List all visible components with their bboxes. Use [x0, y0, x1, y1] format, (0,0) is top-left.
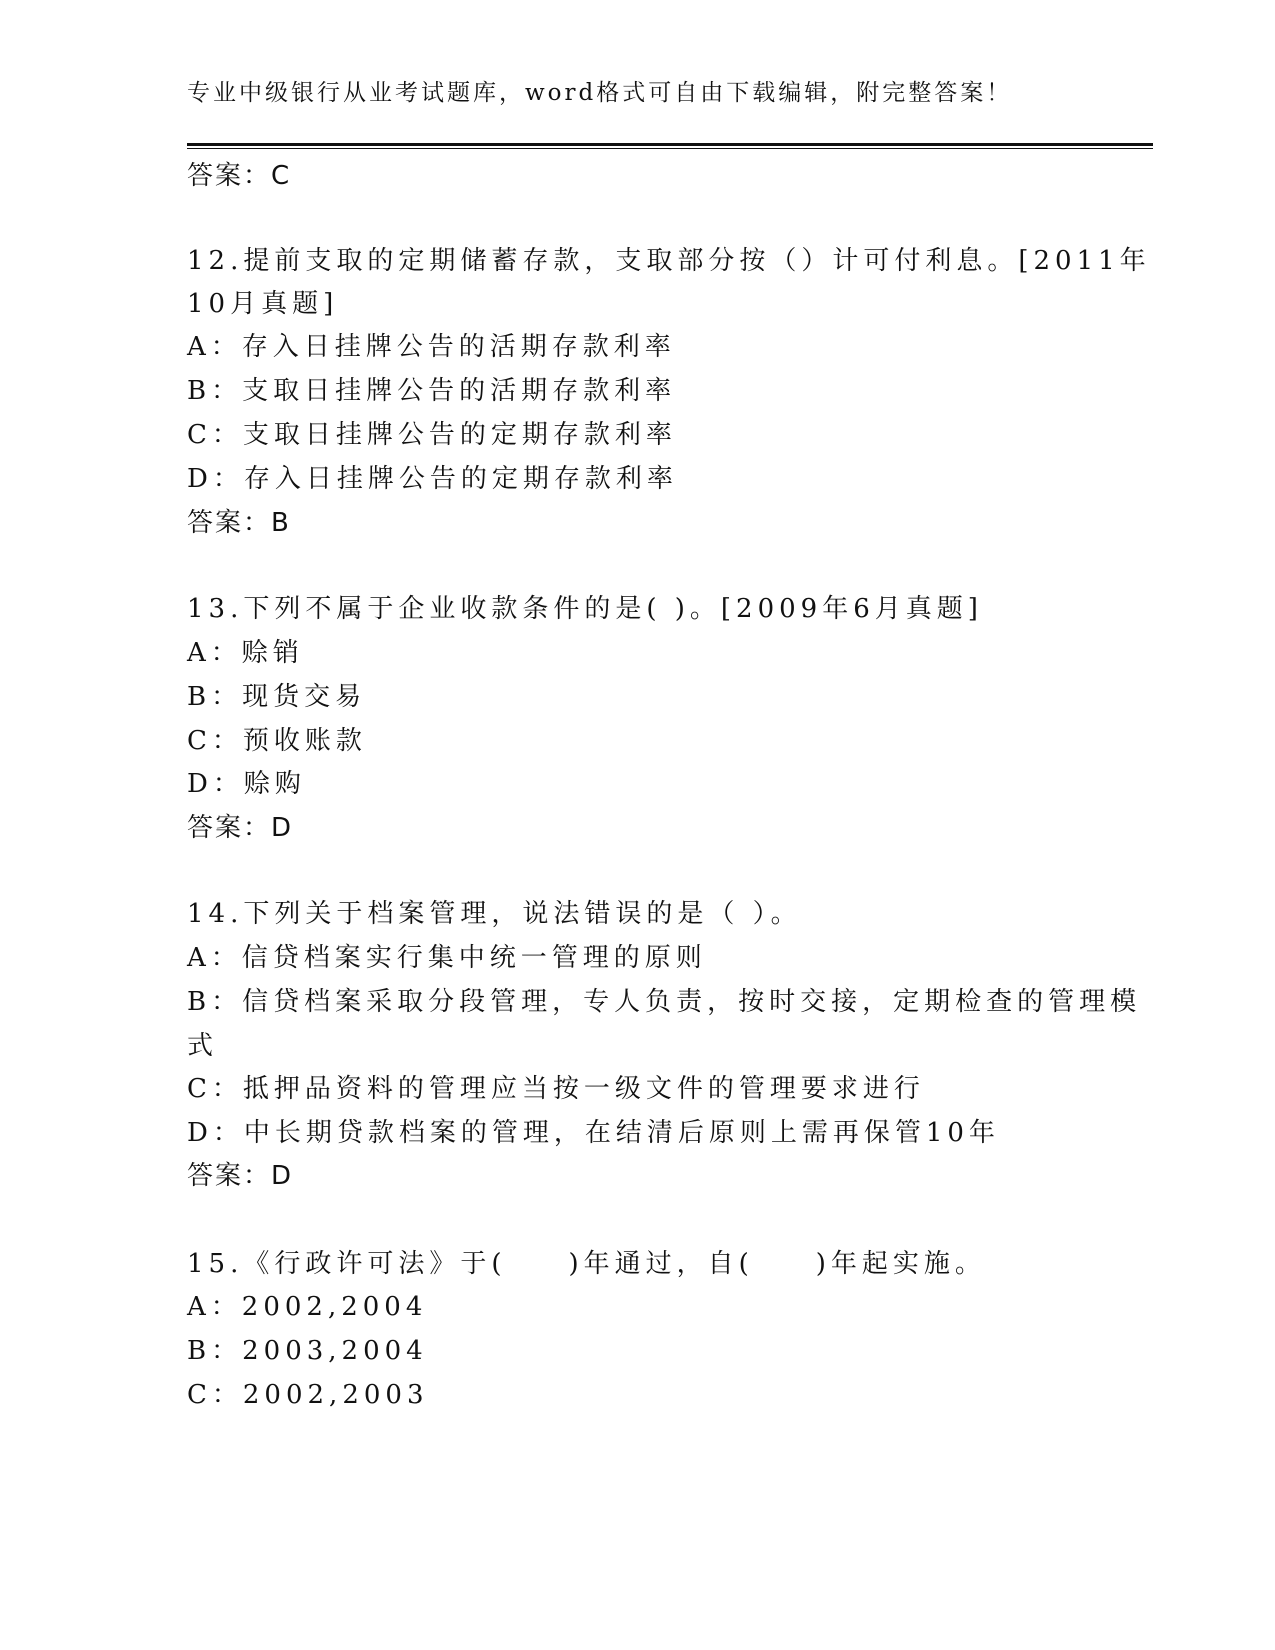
answer-13: 答案：D	[187, 813, 294, 843]
question-14-stem: 14.下列关于档案管理，说法错误的是（ ）。	[187, 899, 802, 929]
question-14-option-c: C：抵押品资料的管理应当按一级文件的管理要求进行	[187, 1074, 925, 1104]
question-15-option-a: A：2002,2004	[187, 1292, 428, 1322]
question-13-option-a: A：赊销	[187, 638, 304, 668]
question-13-option-c: C：预收账款	[187, 726, 367, 756]
question-13-option-b: B：现货交易	[187, 682, 367, 712]
answer-14: 答案：D	[187, 1161, 294, 1191]
question-15-option-b: B：2003,2004	[187, 1336, 428, 1366]
question-12-option-a: A：存入日挂牌公告的活期存款利率	[187, 332, 676, 362]
question-14-option-b: B：信贷档案采取分段管理，专人负责，按时交接，定期检查的管理模	[187, 987, 1142, 1017]
header-rule-thin	[187, 148, 1153, 149]
question-12-option-d: D：存入日挂牌公告的定期存款利率	[187, 464, 678, 494]
question-14-option-b-cont: 式	[187, 1031, 219, 1061]
question-13-stem: 13.下列不属于企业收款条件的是( )。[2009年6月真题]	[187, 594, 983, 624]
question-14-option-a: A：信贷档案实行集中统一管理的原则	[187, 943, 707, 973]
question-12-option-c: C：支取日挂牌公告的定期存款利率	[187, 420, 677, 450]
question-12-stem: 12.提前支取的定期储蓄存款，支取部分按（）计可付利息。[2011年	[187, 246, 1151, 276]
header-rule-thick	[187, 143, 1153, 146]
answer-11: 答案：C	[187, 161, 292, 191]
question-13-option-d: D：赊购	[187, 769, 306, 799]
question-15-option-c: C：2002,2003	[187, 1380, 429, 1410]
question-12-stem-cont: 10月真题]	[187, 289, 339, 319]
question-12-option-b: B：支取日挂牌公告的活期存款利率	[187, 376, 677, 406]
answer-12: 答案：B	[187, 508, 291, 538]
question-14-option-d: D：中长期贷款档案的管理，在结清后原则上需再保管10年	[187, 1118, 1000, 1148]
question-15-stem: 15.《行政许可法》于( )年通过，自( )年起实施。	[187, 1249, 986, 1279]
page-header: 专业中级银行从业考试题库，word格式可自由下载编辑，附完整答案！	[187, 80, 1013, 106]
